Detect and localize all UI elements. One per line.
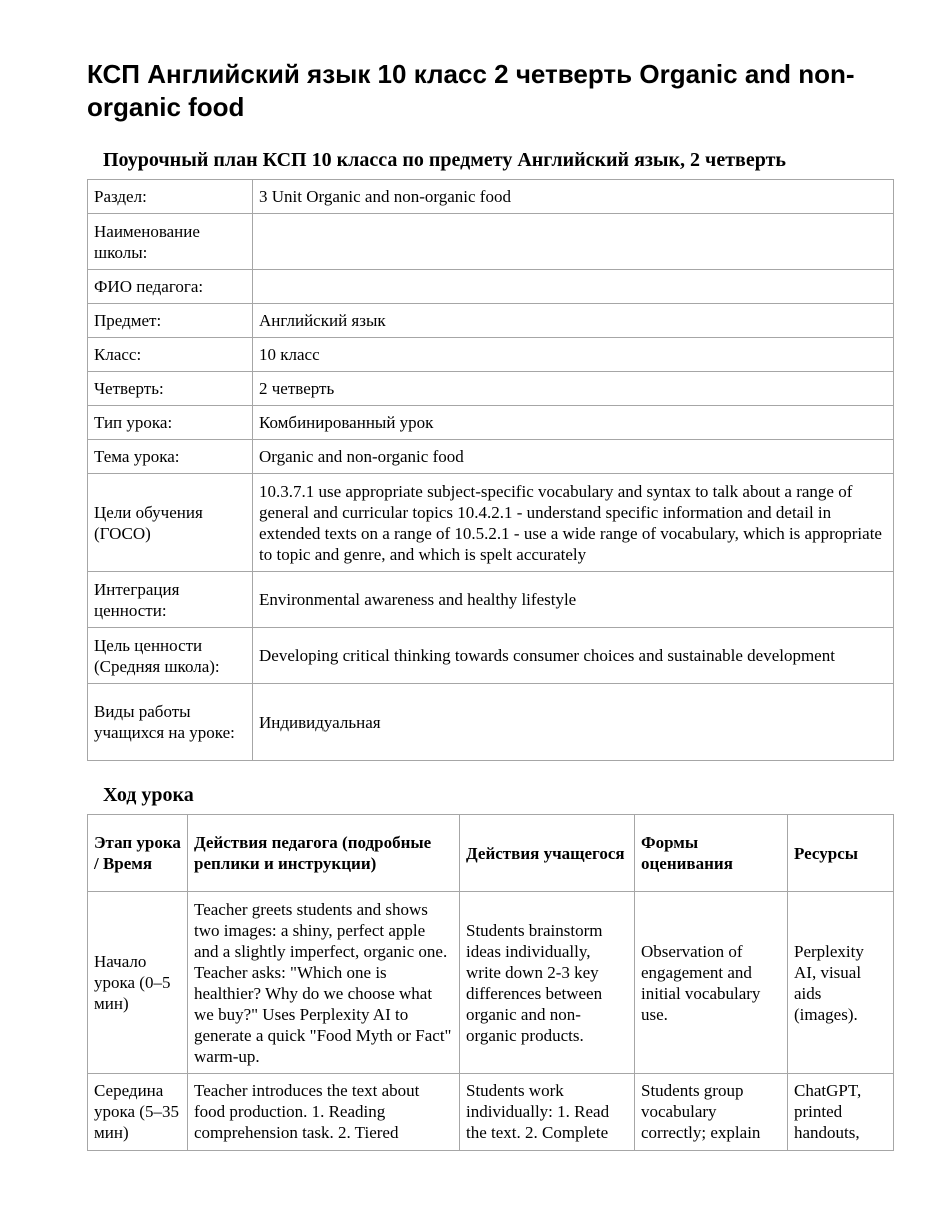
lesson-info-table xyxy=(87,179,894,761)
info-label: Предмет: xyxy=(88,304,253,338)
steps-row xyxy=(88,892,894,1074)
student-cell-wrap xyxy=(460,1074,635,1151)
info-label: ФИО педагога: xyxy=(88,270,253,304)
info-value: Organic and non-organic food xyxy=(253,440,894,474)
lesson-flow-heading: Ход урока xyxy=(103,784,194,806)
header-teacher: Действия педагога (подробные реплики и инструкции) xyxy=(188,815,460,892)
info-row xyxy=(88,180,894,214)
info-value: 10.3.7.1 use appropriate subject-specific vocabulary and syntax to talk about a range of general and curricular topics 10.4.2.1 - understand specific information and detail in extended texts on a range of 10.5.2.1 - use a wide range of vocabulary, which is appropriate to topic and genre, and which is spelt accurately xyxy=(253,474,894,572)
resources-cell: Perplexity AI, visual aids (images). xyxy=(788,892,894,1074)
info-value: Developing critical thinking towards consumer choices and sustainable development xyxy=(253,628,894,684)
info-label: Цели обучения (ГОСО) xyxy=(88,474,253,572)
header-stage: Этап урока / Время xyxy=(88,815,188,892)
info-value: 3 Unit Organic and non-organic food xyxy=(253,180,894,214)
info-value: Английский язык xyxy=(253,304,894,338)
info-row xyxy=(88,474,894,572)
info-value xyxy=(253,270,894,304)
lesson-steps-table xyxy=(87,814,894,1151)
info-value: Environmental awareness and healthy lifestyle xyxy=(253,572,894,628)
info-value: Комбинированный урок xyxy=(253,406,894,440)
info-label: Тема урока: xyxy=(88,440,253,474)
student-cell: Students work individually: 1. Read the text. 2. Complete xyxy=(466,1081,610,1142)
info-value: 2 четверть xyxy=(253,372,894,406)
info-value: Индивидуальная xyxy=(253,684,894,761)
steps-header-row xyxy=(88,815,894,892)
stage-cell-wrap xyxy=(88,1074,188,1151)
info-label: Наименование школы: xyxy=(88,214,253,270)
teacher-cell-wrap xyxy=(188,1074,460,1151)
header-assessment: Формы оценивания xyxy=(635,815,788,892)
info-label: Цель ценности (Средняя школа): xyxy=(88,628,253,684)
info-row xyxy=(88,684,894,761)
info-label: Раздел: xyxy=(88,180,253,214)
info-row xyxy=(88,572,894,628)
info-row xyxy=(88,214,894,270)
student-cell: Students brainstorm ideas individually, write down 2-3 key differences between organic and non-organic products. xyxy=(460,892,635,1074)
stage-cell: Начало урока (0–5 мин) xyxy=(88,892,188,1074)
stage-cell: Середина урока (5–35 мин) xyxy=(94,1081,179,1142)
info-row xyxy=(88,628,894,684)
info-label: Четверть: xyxy=(88,372,253,406)
plan-heading: Поурочный план КСП 10 класса по предмету Английский язык, 2 четверть xyxy=(103,149,786,171)
info-row xyxy=(88,440,894,474)
info-row xyxy=(88,406,894,440)
info-label: Класс: xyxy=(88,338,253,372)
assessment-cell-wrap xyxy=(635,1074,788,1151)
resources-cell-wrap xyxy=(788,1074,894,1151)
info-label: Виды работы учащихся на уроке: xyxy=(88,684,253,761)
info-label: Интеграция ценности: xyxy=(88,572,253,628)
info-row xyxy=(88,372,894,406)
assessment-cell: Students group vocabulary correctly; explain xyxy=(641,1081,761,1142)
teacher-cell: Teacher greets students and shows two images: a shiny, perfect apple and a slightly imperfect, organic one. Teacher asks: "Which one is healthier? Why do we choose what we buy?" Uses Perplexity AI to generate a quick "Food Myth or Fact" warm-up. xyxy=(188,892,460,1074)
header-student: Действия учащегося xyxy=(460,815,635,892)
teacher-cell: Teacher introduces the text about food production. 1. Reading comprehension task. 2. Tiered xyxy=(194,1081,420,1142)
info-label: Тип урока: xyxy=(88,406,253,440)
header-resources: Ресурсы xyxy=(788,815,894,892)
info-row xyxy=(88,338,894,372)
steps-row xyxy=(88,1074,894,1151)
resources-cell: ChatGPT, printed handouts, xyxy=(794,1081,862,1142)
info-row xyxy=(88,270,894,304)
info-row xyxy=(88,304,894,338)
document-title: КСП Английский язык 10 класс 2 четверть Organic and non-organic food xyxy=(87,59,855,122)
assessment-cell: Observation of engagement and initial vocabulary use. xyxy=(635,892,788,1074)
info-value: 10 класс xyxy=(253,338,894,372)
info-value xyxy=(253,214,894,270)
